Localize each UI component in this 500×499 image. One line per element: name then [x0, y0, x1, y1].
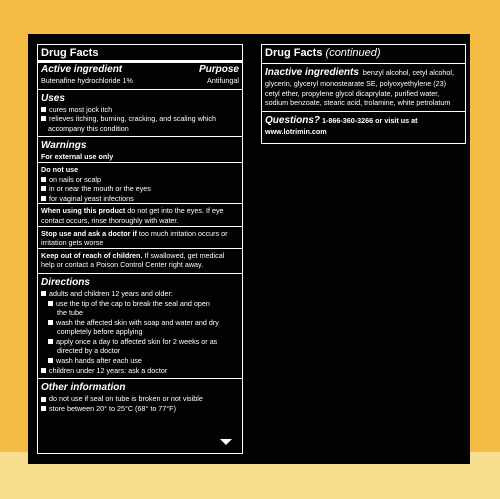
drug-facts-title: Drug Facts — [41, 47, 99, 59]
do-not-use-block — [38, 162, 242, 203]
purpose-header: Purpose — [198, 64, 239, 75]
directions-section — [38, 273, 242, 378]
other-information-title: Other information — [41, 382, 126, 394]
list-item-continuation: directed by a doctor — [57, 346, 121, 356]
other-information-section — [38, 378, 242, 416]
list-item: children under 12 years: ask a doctor — [41, 366, 239, 376]
list-item: wash the affected skin with soap and water and dry — [41, 318, 239, 328]
list-item: wash hands after each use — [41, 356, 239, 366]
active-ingredient-row — [41, 76, 239, 86]
list-item: relieves itching, burning, cracking, and scaling which — [41, 114, 239, 124]
bullet-icon — [41, 186, 46, 191]
bullet-icon — [41, 196, 46, 201]
do-not-use-title: Do not use — [41, 164, 79, 174]
list-item-continuation: completely before applying — [57, 327, 143, 337]
keep-out-block: Keep out of reach of children. If swallowed, get medical help or contact a Poison Control Center right away. — [38, 248, 242, 270]
uses-section — [38, 89, 242, 137]
inactive-line: cetyl ether, propylene glycol dicaprylate, purified water, — [265, 88, 440, 98]
bullet-icon — [41, 368, 46, 373]
questions-section — [262, 111, 465, 140]
drug-facts-continued-title: Drug Facts (continued) — [265, 47, 381, 59]
bullet-icon — [41, 107, 46, 112]
drug-facts-card — [28, 34, 470, 464]
bullet-icon — [41, 291, 46, 296]
questions-title: Questions? — [265, 114, 321, 126]
continued-header — [262, 45, 465, 63]
bullet-icon — [41, 406, 46, 411]
list-item: cures most jock itch — [41, 105, 239, 115]
drug-facts-panel-right — [261, 44, 466, 144]
list-item: in or near the mouth or the eyes — [41, 184, 239, 194]
continue-arrow-icon — [220, 439, 232, 445]
list-item: for vaginal yeast infections — [41, 194, 239, 204]
active-ingredient-header: Active ingredient — [41, 64, 123, 75]
inactive-line: sodium benzoate, stearic acid, trolamine, white petrolatum — [265, 98, 451, 108]
header-section — [38, 45, 242, 89]
list-item-continuation: accompany this condition — [48, 123, 129, 133]
bullet-icon — [48, 339, 53, 344]
bullet-icon — [48, 301, 53, 306]
list-item: store between 20° to 25°C (68° to 77°F) — [41, 404, 239, 414]
inactive-ingredients-section: Inactive ingredients benzyl alcohol, cetyl alcohol, glycerin, glyceryl monostearate SE, polyoxyethylene (23) cetyl ether, propylene glycol dicaprylate, purified water, sodium benzoate, stearic acid, trolamine, white petrolatum — [262, 63, 465, 111]
directions-title: Directions — [41, 276, 90, 288]
external-use-label: For external use only — [41, 152, 114, 162]
website-link[interactable]: www.lotrimin.com — [265, 126, 327, 136]
list-item: adults and children 12 years and older: — [41, 289, 239, 299]
active-ingredient-value: Butenafine hydrochloride 1% — [41, 76, 133, 85]
bullet-icon — [41, 116, 46, 121]
uses-title: Uses — [41, 92, 65, 104]
active-ingredient-header-row — [41, 63, 239, 76]
drug-facts-panel-left — [37, 44, 243, 454]
list-item: apply once a day to affected skin for 2 weeks or as — [41, 337, 239, 347]
list-item: on nails or scalp — [41, 175, 239, 185]
stop-use-block: Stop use and ask a doctor if too much irritation occurs or irritation gets worse — [38, 226, 242, 248]
bullet-icon — [48, 358, 53, 363]
inactive-ingredients-title: Inactive ingredients — [265, 67, 359, 78]
inactive-line: glycerin, glyceryl monostearate SE, polyoxyethylene (23) — [265, 79, 446, 88]
list-item-continuation: the tube — [57, 308, 83, 318]
bullet-icon — [41, 397, 46, 402]
list-item: do not use if seal on tube is broken or not visible — [41, 394, 239, 404]
warnings-title: Warnings — [41, 140, 87, 152]
questions-phone: 1-866-360-3266 or visit us at — [322, 115, 418, 125]
when-using-block: When using this product do not get into the eyes. If eye contact occurs, rinse thoroughly with water. — [38, 203, 242, 225]
bullet-icon — [41, 177, 46, 182]
purpose-value: Antifungal — [207, 76, 239, 85]
warnings-section — [38, 136, 242, 273]
bullet-icon — [48, 320, 53, 325]
list-item: use the tip of the cap to break the seal and open — [41, 299, 239, 309]
